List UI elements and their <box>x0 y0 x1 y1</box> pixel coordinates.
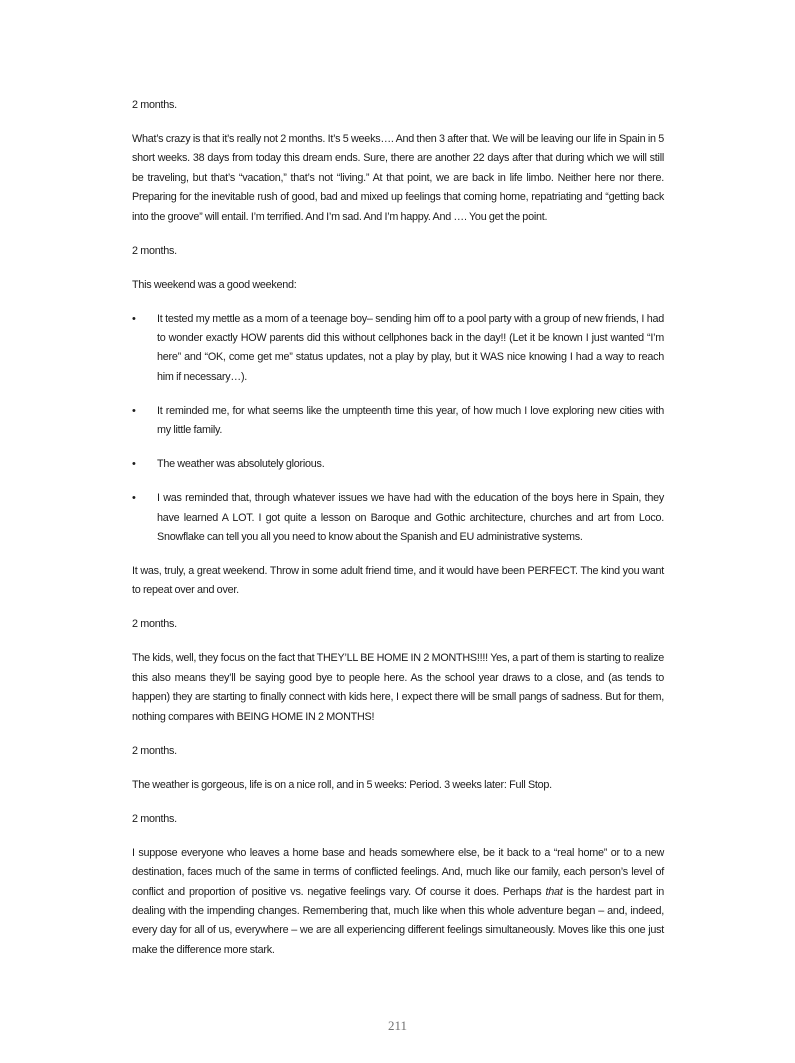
bullet-dot-icon: • <box>132 458 136 471</box>
bullet-item <box>132 489 664 547</box>
bullet-item <box>132 402 664 441</box>
paragraph-2-months-1: 2 months. <box>132 99 177 111</box>
paragraph-2-months-4: 2 months. <box>132 744 177 757</box>
bullet-item <box>132 310 664 388</box>
paragraph-great-weekend: It was, truly, a great weekend. Throw in some adult friend time, and it would have been PERFECT. The kind you want to repeat over and over. <box>132 565 664 597</box>
bullet-dot-icon: • <box>132 312 136 325</box>
paragraph-text-part: I suppose everyone who leaves a home base and heads somewhere else, be it back to a “real home” or to a new destination, faces much of the same in terms of conflicted feelings. And, much like our family, each person’s level of conflict and proportion of positive vs. negative feelings vary. Of course it does. Perhaps <box>132 846 664 898</box>
paragraph-good-weekend: This weekend was a good weekend: <box>132 278 297 291</box>
weekend-bullet-list <box>132 310 664 548</box>
page-body <box>132 96 664 960</box>
bullet-text: It reminded me, for what seems like the umpteenth time this year, of how much I love exploring new cities with my little family. <box>157 404 664 437</box>
paragraph-2-months-2: 2 months. <box>132 244 177 257</box>
paragraph-conflicted-feelings <box>132 844 664 960</box>
emphasis-that: that <box>545 885 563 898</box>
paragraph-weather: The weather is gorgeous, life is on a nice roll, and in 5 weeks: Period. 3 weeks later: Full Stop. <box>132 778 552 791</box>
paragraph-2-months-5: 2 months. <box>132 812 177 825</box>
paragraph-2-months-3: 2 months. <box>132 618 177 631</box>
bullet-text: I was reminded that, through whatever issues we have had with the education of the boys here in Spain, they have learned A LOT. I got quite a lesson on Baroque and Gothic architecture, churches and art from Loco. Snowflake can tell you all you need to know about the Spanish and EU administrative systems. <box>157 492 664 544</box>
bullet-item <box>132 455 664 474</box>
paragraph-text-part: is the hardest part in dealing with the impending changes. Remembering that, much like when this whole adventure began – and, indeed, every day for all of us, everywhere – we are all experiencing different feelings simultaneously. Moves like this one just make the difference more stark. <box>132 885 665 956</box>
paragraph-crazy: What’s crazy is that it’s really not 2 months. It’s 5 weeks…. And then 3 after that. We will be leaving our life in Spain in 5 short weeks. 38 days from today this dream ends. Sure, there are another 22 days after that during which we will still be traveling, but that’s “vacation,” that’s not “living.” At that point, we are back in life limbo. Neither here nor there. Preparing for the inevitable rush of good, bad and mixed up feelings that coming home, repatriating and “getting back into the groove” will entail. I’m terrified. And I’m sad. And I’m happy. And …. You get the point. <box>132 133 664 223</box>
page-number: 211 <box>387 1018 408 1033</box>
bullet-dot-icon: • <box>132 404 136 417</box>
paragraph-kids: The kids, well, they focus on the fact that THEY’LL BE HOME IN 2 MONTHS!!!! Yes, a part of them is starting to realize this also means they’ll be saying good bye to people here. As the school year draws to a close, and (as tends to happen) they are starting to finally connect with kids here, I expect there will be small pangs of sadness. But for them, nothing compares with BEING HOME IN 2 MONTHS! <box>132 652 664 723</box>
bullet-text: The weather was absolutely glorious. <box>157 458 325 471</box>
bullet-text: It tested my mettle as a mom of a teenage boy– sending him off to a pool party with a group of new friends, I had to wonder exactly HOW parents did this without cellphones back in the day!! (Let it be known I just wanted “I’m here” and “OK, come get me” status updates, not a play by play, but it WAS nice knowing I had a way to reach him if necessary…). <box>157 312 664 383</box>
bullet-dot-icon: • <box>132 492 136 505</box>
